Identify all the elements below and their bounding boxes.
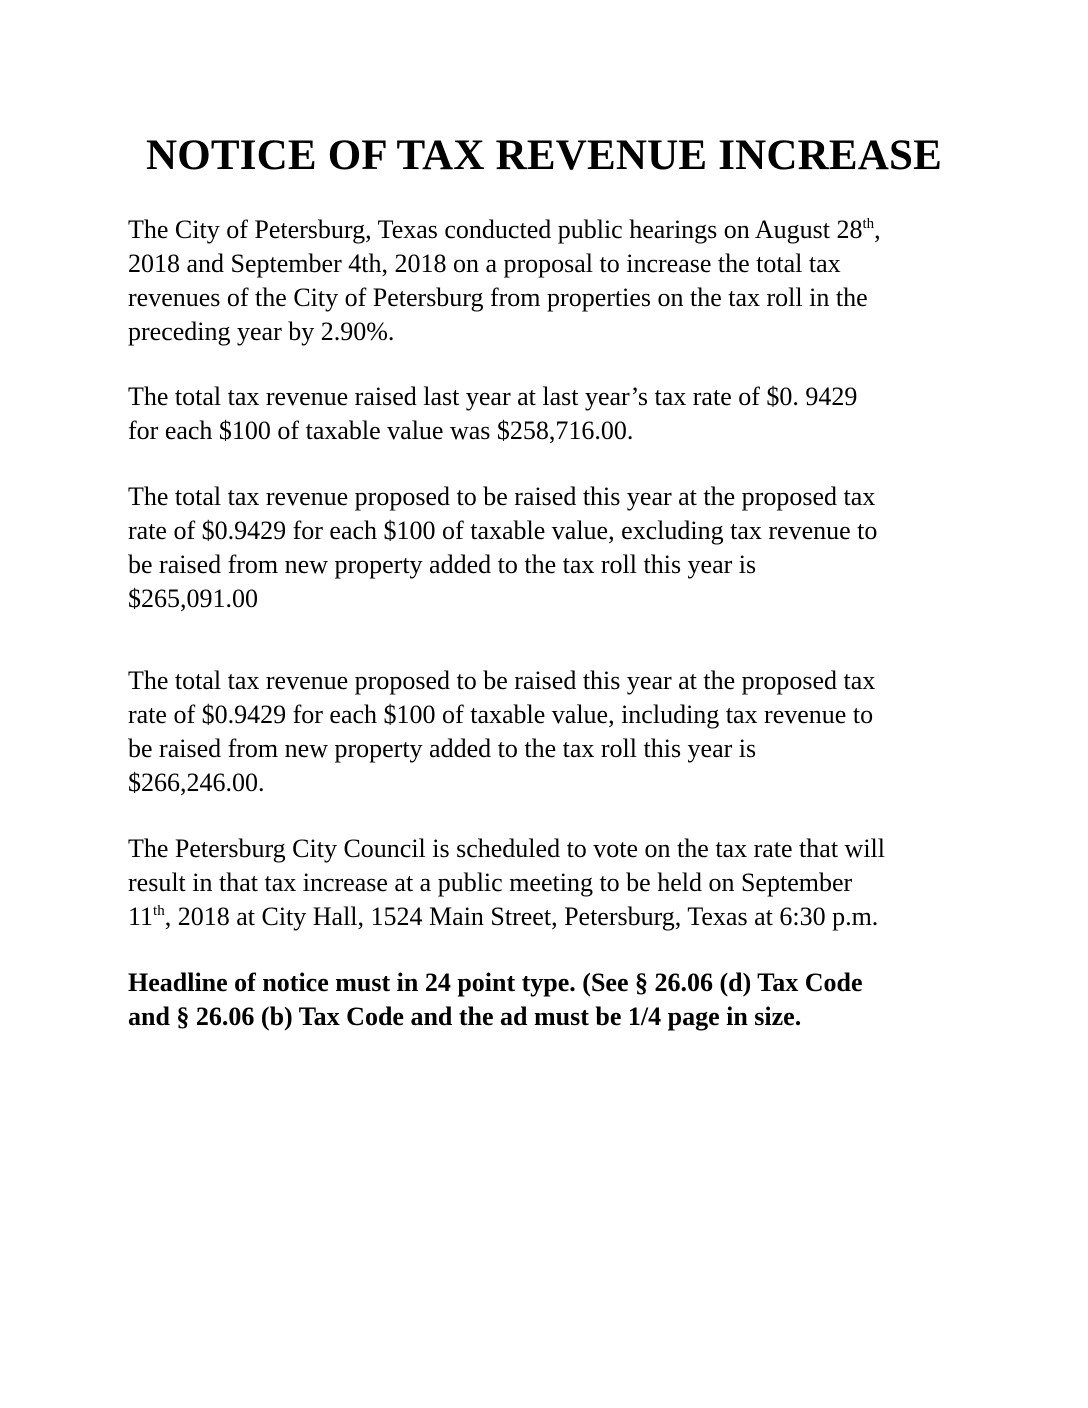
excluding-new-property-paragraph (128, 480, 1008, 616)
excluding-line-1: The total tax revenue proposed to be raised this year at the proposed tax (128, 482, 876, 511)
council-line-1: The Petersburg City Council is scheduled to vote on the tax rate that will (128, 834, 885, 863)
including-line-2: rate of $0.9429 for each $100 of taxable value, including tax revenue to (128, 700, 874, 729)
including-new-property-paragraph (128, 664, 1008, 800)
hearing-line-1-text: The City of Petersburg, Texas conducted public hearings on August 28 (128, 215, 863, 244)
ordinal-suffix: th (153, 903, 165, 919)
ordinal-suffix: th (862, 216, 875, 232)
council-line-3 (128, 900, 1008, 934)
excluding-line-4: $265,091.00 (128, 584, 258, 613)
hearing-paragraph (128, 213, 1008, 349)
notice-title: NOTICE OF TAX REVENUE INCREASE (145, 132, 943, 179)
instruction-paragraph (128, 966, 1008, 1034)
instruction-line-1: Headline of notice must in 24 point type. (See § 26.06 (d) Tax Code (128, 968, 863, 997)
hearing-line-2: 2018 and September 4th, 2018 on a proposal to increase the total tax (128, 249, 841, 278)
council-vote-paragraph (128, 832, 1008, 934)
including-line-4: $266,246.00. (128, 768, 265, 797)
council-line-3-day: 11 (128, 902, 154, 931)
last-year-line-1: The total tax revenue raised last year at last year’s tax rate of $0. 9429 (128, 382, 858, 411)
hearing-line-1-punct: , (874, 215, 881, 244)
hearing-line-3: revenues of the City of Petersburg from properties on the tax roll in the (128, 283, 868, 312)
hearing-line-1 (128, 213, 1008, 247)
council-line-2: result in that tax increase at a public meeting to be held on September (128, 868, 853, 897)
excluding-line-2: rate of $0.9429 for each $100 of taxable value, excluding tax revenue to (128, 516, 878, 545)
including-line-1: The total tax revenue proposed to be raised this year at the proposed tax (128, 666, 876, 695)
council-line-3-text: , 2018 at City Hall, 1524 Main Street, Petersburg, Texas at 6:30 p.m. (164, 902, 879, 931)
excluding-line-3: be raised from new property added to the tax roll this year is (128, 550, 757, 579)
last-year-revenue-paragraph (128, 380, 1008, 448)
hearing-line-4: preceding year by 2.90%. (128, 317, 395, 346)
including-line-3: be raised from new property added to the tax roll this year is (128, 734, 757, 763)
instruction-line-2: and § 26.06 (b) Tax Code and the ad must be 1/4 page in size. (128, 1002, 802, 1031)
last-year-line-2: for each $100 of taxable value was $258,716.00. (128, 416, 634, 445)
